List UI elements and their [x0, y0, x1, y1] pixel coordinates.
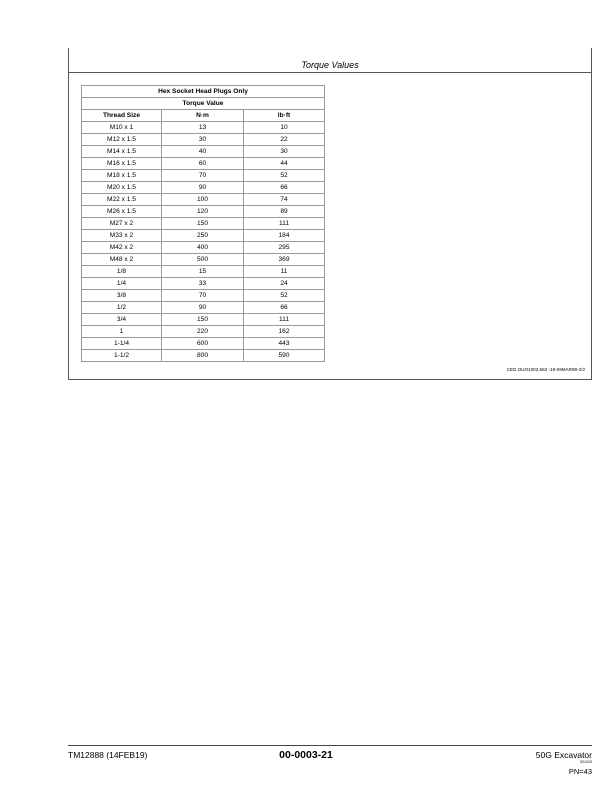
thread-size-cell: M10 x 1 [82, 122, 162, 134]
thread-size-cell: M16 x 1.5 [82, 158, 162, 170]
table-row [82, 146, 325, 158]
table-row [82, 326, 325, 338]
thread-size-cell: 1/8 [82, 266, 162, 278]
nm-cell: 500 [162, 254, 244, 266]
lbft-cell: 66 [244, 302, 325, 314]
lbft-cell: 44 [244, 158, 325, 170]
thread-size-cell: M48 x 2 [82, 254, 162, 266]
thread-size-cell: 1/4 [82, 278, 162, 290]
footer-manual-id: TM12888 (14FEB19) [68, 750, 148, 760]
nm-cell: 70 [162, 170, 244, 182]
lbft-cell: 162 [244, 326, 325, 338]
table-row [82, 182, 325, 194]
thread-size-cell: 1/2 [82, 302, 162, 314]
nm-cell: 600 [162, 338, 244, 350]
torque-values-section [68, 48, 592, 380]
nm-cell: 120 [162, 206, 244, 218]
column-header-row [82, 110, 325, 122]
table-row [82, 314, 325, 326]
nm-cell: 70 [162, 290, 244, 302]
thread-size-cell: 1-1/2 [82, 350, 162, 362]
table-row [82, 134, 325, 146]
lbft-cell: 52 [244, 170, 325, 182]
thread-size-cell: M20 x 1.5 [82, 182, 162, 194]
lbft-cell: 24 [244, 278, 325, 290]
lbft-cell: 30 [244, 146, 325, 158]
nm-cell: 150 [162, 314, 244, 326]
nm-cell: 30 [162, 134, 244, 146]
lbft-cell: 11 [244, 266, 325, 278]
table-row [82, 230, 325, 242]
thread-size-cell: M27 x 2 [82, 218, 162, 230]
table-row [82, 194, 325, 206]
table-row [82, 158, 325, 170]
thread-size-cell: M18 x 1.5 [82, 170, 162, 182]
nm-cell: 100 [162, 194, 244, 206]
footer-model: 50G Excavator [535, 750, 592, 760]
lbft-cell: 295 [244, 242, 325, 254]
thread-size-cell: M14 x 1.5 [82, 146, 162, 158]
column-header-thread-size: Thread Size [82, 110, 162, 122]
nm-cell: 250 [162, 230, 244, 242]
thread-size-cell: M33 x 2 [82, 230, 162, 242]
nm-cell: 150 [162, 218, 244, 230]
nm-cell: 13 [162, 122, 244, 134]
lbft-cell: 369 [244, 254, 325, 266]
lbft-cell: 22 [244, 134, 325, 146]
section-title: Torque Values [301, 60, 359, 70]
footer-date-code: 021419 [580, 760, 592, 764]
lbft-cell: 443 [244, 338, 325, 350]
table-row [82, 206, 325, 218]
table-row [82, 242, 325, 254]
table-row [82, 350, 325, 362]
thread-size-cell: 1 [82, 326, 162, 338]
nm-cell: 400 [162, 242, 244, 254]
column-header-nm: N·m [162, 110, 244, 122]
thread-size-cell: 1-1/4 [82, 338, 162, 350]
lbft-cell: 111 [244, 314, 325, 326]
thread-size-cell: M12 x 1.5 [82, 134, 162, 146]
table-row [82, 254, 325, 266]
thread-size-cell: M42 x 2 [82, 242, 162, 254]
thread-size-cell: M22 x 1.5 [82, 194, 162, 206]
table-subtitle: Torque Value [82, 98, 325, 110]
table-title-row [82, 86, 325, 98]
torque-table [81, 85, 325, 362]
table-row [82, 278, 325, 290]
column-header-lbft: lb·ft [244, 110, 325, 122]
nm-cell: 800 [162, 350, 244, 362]
table-row [82, 302, 325, 314]
nm-cell: 90 [162, 302, 244, 314]
table-row [82, 122, 325, 134]
table-row [82, 290, 325, 302]
lbft-cell: 111 [244, 218, 325, 230]
table-row [82, 218, 325, 230]
nm-cell: 60 [162, 158, 244, 170]
lbft-cell: 184 [244, 230, 325, 242]
table-row [82, 266, 325, 278]
thread-size-cell: M26 x 1.5 [82, 206, 162, 218]
table-subtitle-row [82, 98, 325, 110]
reference-code: CED,OUO1002,563 -19-09MAR98-2/2 [506, 367, 585, 372]
nm-cell: 15 [162, 266, 244, 278]
title-divider [69, 72, 591, 73]
lbft-cell: 66 [244, 182, 325, 194]
thread-size-cell: 3/4 [82, 314, 162, 326]
lbft-cell: 10 [244, 122, 325, 134]
table-row [82, 338, 325, 350]
table-row [82, 170, 325, 182]
lbft-cell: 89 [244, 206, 325, 218]
nm-cell: 40 [162, 146, 244, 158]
lbft-cell: 74 [244, 194, 325, 206]
lbft-cell: 590 [244, 350, 325, 362]
footer-divider [68, 745, 592, 746]
nm-cell: 33 [162, 278, 244, 290]
footer-pn: PN=43 [568, 767, 592, 776]
nm-cell: 220 [162, 326, 244, 338]
lbft-cell: 52 [244, 290, 325, 302]
table-title: Hex Socket Head Plugs Only [82, 86, 325, 98]
nm-cell: 90 [162, 182, 244, 194]
footer-page-number: 00-0003-21 [279, 749, 333, 761]
thread-size-cell: 3/8 [82, 290, 162, 302]
